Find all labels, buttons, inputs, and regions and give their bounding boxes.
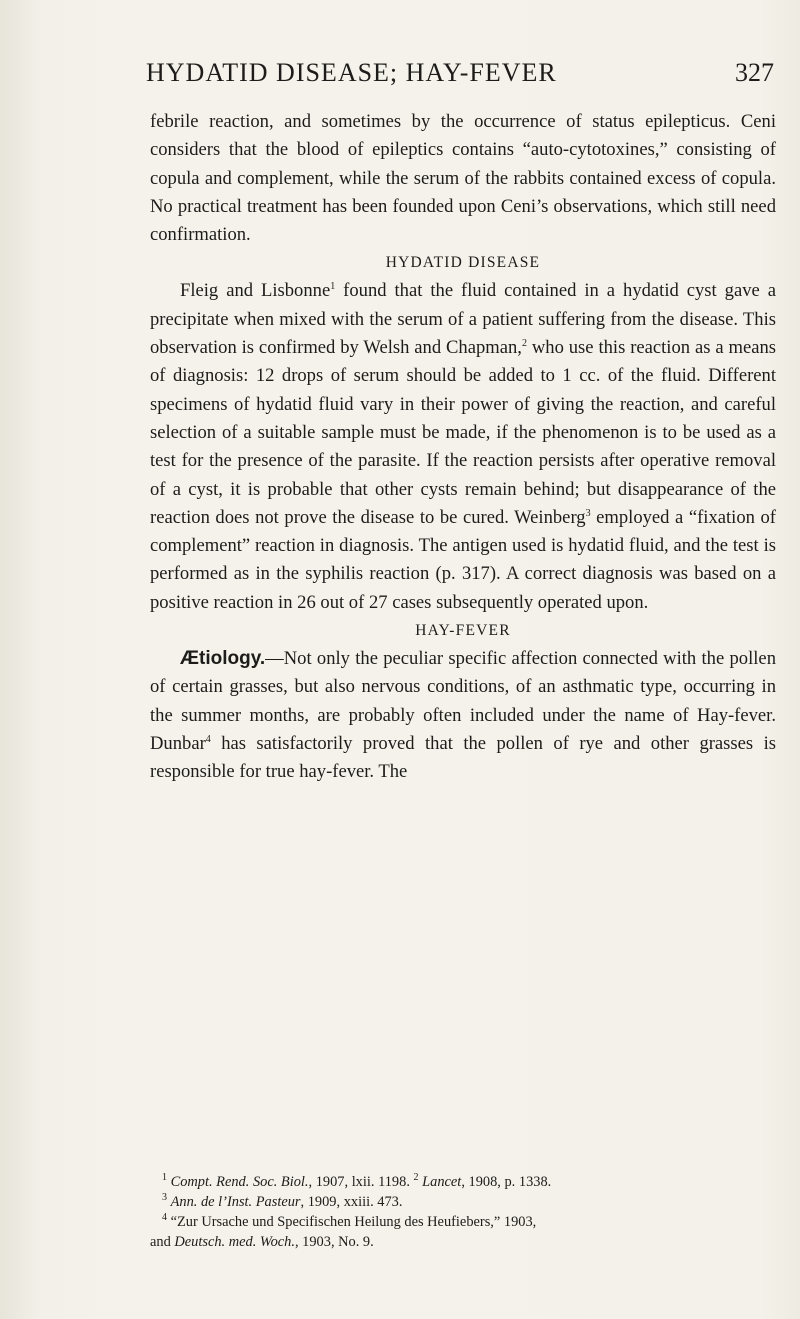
hay-fever-paragraph (150, 645, 776, 786)
paragraph-text: has satisfactorily proved that the pollen of rye and other grasses is responsible for true hay-fever. The (150, 732, 776, 783)
footnote-ref: , 1903, No. 9. (294, 1234, 374, 1250)
footnote-source: Lancet (422, 1174, 462, 1190)
footnotes (150, 1172, 776, 1252)
section-heading-hay-fever: HAY-FEVER (415, 622, 511, 640)
paragraph-text: found that the fluid contained in a hydatid cyst gave a precipitate when mixed with the serum of a patient suffering from the disease. This observation is confirmed by Welsh and Chapman, (150, 280, 776, 359)
footnote-number-1: 1 (162, 1172, 167, 1184)
paragraph-text: Fleig and Lisbonne (180, 280, 331, 302)
footnote-source: Deutsch. med. Woch. (174, 1234, 295, 1250)
footnote-marker-2: 2 (521, 337, 527, 349)
section-heading-hydatid: HYDATID DISEASE (385, 254, 541, 272)
footnote-line-3 (150, 1192, 776, 1212)
page-number: 327 (735, 58, 774, 87)
footnote-marker-1: 1 (330, 281, 336, 293)
footnote-number-4: 4 (162, 1212, 167, 1224)
footnote-marker-3: 3 (585, 507, 591, 519)
footnote-text: “Zur Ursache und Specifischen Heilung des Heufiebers,” 1903, (170, 1214, 537, 1230)
body-text (150, 108, 776, 787)
paragraph-text: who use this reaction as a means of diagnosis: 12 drops of serum should be added to 1 cc. of the fluid. Different specimens of hydatid fluid vary in their power of giving the reaction, and careful selection of a suitable sample must be made, if the phenomenon is to be used as a test for the presence of the parasite. If the reaction persists after operative removal of a cyst, it is probable that other cysts remain behind; but disappearance of the reaction does not prove the disease to be cured. Weinberg (150, 337, 776, 528)
run-in-heading-aetiology: Ætiology. (180, 648, 266, 670)
footnote-ref: , 1907, lxii. 1198. (308, 1174, 410, 1190)
footnote-source: Compt. Rend. Soc. Biol. (170, 1174, 309, 1190)
page-header (146, 58, 774, 92)
footnote-line-4 (150, 1212, 776, 1232)
hydatid-paragraph (150, 277, 776, 617)
paragraph-text: employed a “fixation of complement” reaction in diagnosis. The antigen used is hydatid fluid, and the test is performed as in the syphilis reaction (p. 317). A correct diagnosis was based on a positive reaction in 26 out of 27 cases subsequently operated upon. (150, 506, 776, 613)
footnote-ref: , 1908, p. 1338. (461, 1174, 552, 1190)
footnote-line-1 (150, 1172, 776, 1192)
footnote-ref: , 1909, xxiii. 473. (300, 1194, 403, 1210)
footnote-number-2: 2 (413, 1172, 419, 1184)
footnote-line-4-cont (150, 1232, 776, 1252)
footnote-text: and (150, 1234, 175, 1250)
footnote-marker-4: 4 (205, 733, 211, 745)
running-title: HYDATID DISEASE; HAY-FEVER (146, 58, 557, 87)
footnote-source: Ann. de l’Inst. Pasteur (170, 1194, 301, 1210)
footnote-number-3: 3 (162, 1192, 167, 1204)
intro-paragraph: febrile reaction, and sometimes by the occurrence of status epilepticus. Ceni considers that the blood of epileptics contains “auto-cytotoxines,” consisting of copula and complement, while the serum of the rabbits contained excess of copula. No practical treatment has been founded upon Ceni’s observations, which still need confirmation. (150, 111, 776, 246)
paragraph-text: —Not only the peculiar specific affection connected with the pollen of certain grasses, but also nervous conditions, of an asthmatic type, occurring in the summer months, are probably often included under the name of Hay-fever. Dunbar (150, 648, 776, 754)
